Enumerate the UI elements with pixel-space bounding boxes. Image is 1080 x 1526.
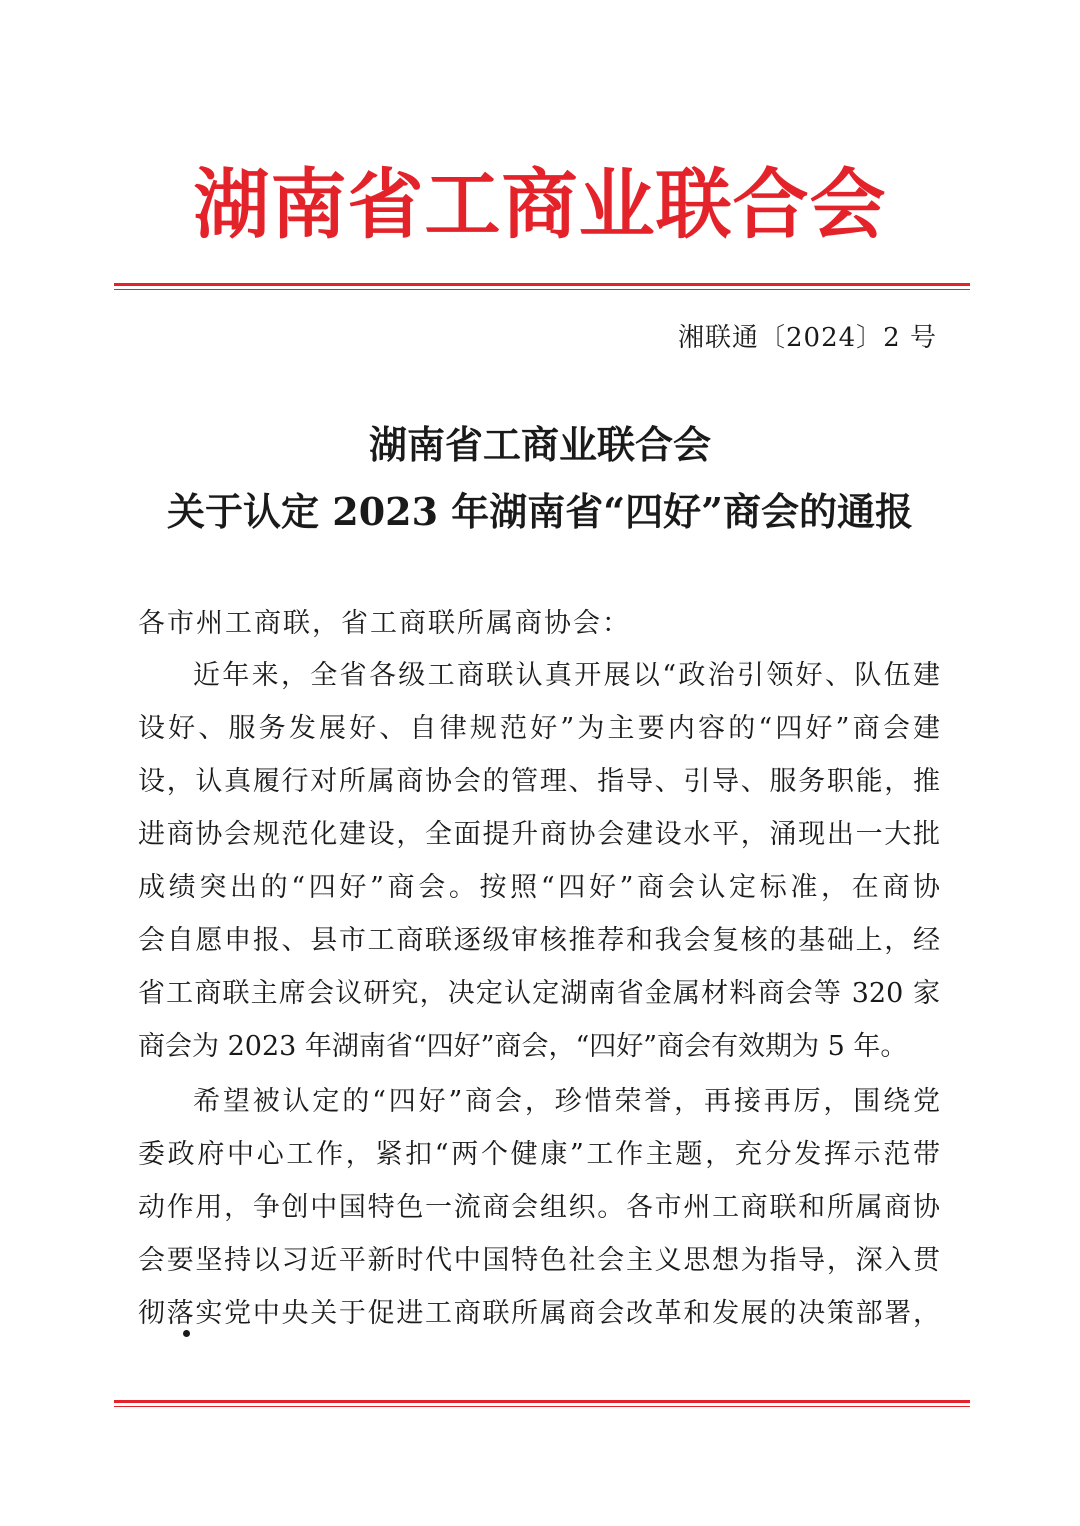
document-title-line-1: 湖南省工商业联合会 <box>368 422 711 467</box>
body-paragraph-1 <box>138 649 940 1073</box>
paragraph-line: 动作用，争创中国特色一流商会组织。各市州工商联和所属商协 <box>138 1192 940 1223</box>
paragraph-line: 省工商联主席会议研究，决定认定湖南省金属材料商会等 320 家 <box>138 978 940 1009</box>
document-title-line-2: 关于认定 2023 年湖南省“四好”商会的通报 <box>167 489 913 534</box>
footer-divider-thick <box>114 1400 970 1403</box>
paragraph-line: 商会为 2023 年湖南省“四好”商会，“四好”商会有效期为 5 年。 <box>138 1031 908 1062</box>
salutation: 各市州工商联，省工商联所属商协会： <box>138 608 631 639</box>
document-number: 湘联通〔2024〕2 号 <box>678 323 937 353</box>
ink-dot-mark <box>183 1330 190 1337</box>
paragraph-line: 会要坚持以习近平新时代中国特色社会主义思想为指导，深入贯 <box>138 1245 940 1276</box>
header-divider-thin <box>114 289 970 290</box>
body-paragraph-2 <box>138 1075 940 1340</box>
header-divider-thick <box>114 283 970 286</box>
paragraph-line: 近年来，全省各级工商联认真开展以“政治引领好、队伍建 <box>193 660 940 691</box>
paragraph-line: 彻落实党中央关于促进工商联所属商会改革和发展的决策部署， <box>138 1298 940 1329</box>
header-divider <box>114 283 970 290</box>
paragraph-line: 成绩突出的“四好”商会。按照“四好”商会认定标准，在商协 <box>138 872 940 903</box>
footer-divider <box>114 1400 970 1407</box>
org-letterhead: 湖南省工商业联合会 <box>193 160 887 249</box>
paragraph-line: 设，认真履行对所属商协会的管理、指导、引导、服务职能，推 <box>138 766 940 797</box>
paragraph-line: 希望被认定的“四好”商会，珍惜荣誉，再接再厉，围绕党 <box>193 1086 940 1117</box>
footer-divider-thin <box>114 1406 970 1407</box>
paragraph-line: 会自愿申报、县市工商联逐级审核推荐和我会复核的基础上，经 <box>138 925 940 956</box>
paragraph-line: 进商协会规范化建设，全面提升商协会建设水平，涌现出一大批 <box>138 819 940 850</box>
paragraph-line: 设好、服务发展好、自律规范好”为主要内容的“四好”商会建 <box>138 713 940 744</box>
paragraph-line: 委政府中心工作，紧扣“两个健康”工作主题，充分发挥示范带 <box>138 1139 940 1170</box>
